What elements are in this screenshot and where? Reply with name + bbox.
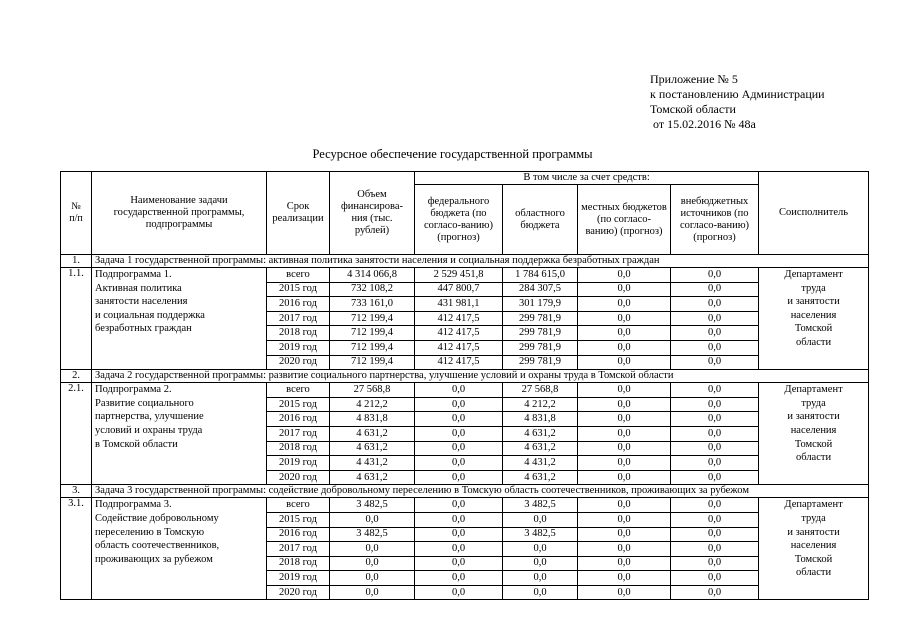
federal-cell: 2 529 451,8 [415,268,503,283]
term-cell: 2017 год [267,311,330,326]
volume-cell: 0,0 [330,512,415,527]
volume-cell: 712 199,4 [330,340,415,355]
federal-cell: 412 417,5 [415,340,503,355]
term-cell: 2019 год [267,340,330,355]
extra-cell: 0,0 [671,498,759,513]
appendix-header [650,72,825,132]
term-cell: 2015 год [267,282,330,297]
local-cell: 0,0 [578,326,671,341]
volume-cell: 0,0 [330,571,415,586]
volume-cell: 4 631,2 [330,470,415,485]
federal-cell: 0,0 [415,412,503,427]
term-cell: всего [267,383,330,398]
local-cell: 0,0 [578,556,671,571]
table-header [61,172,869,255]
federal-cell: 0,0 [415,470,503,485]
task-row [61,370,869,383]
local-cell: 0,0 [578,456,671,471]
regional-cell: 4 631,2 [503,441,578,456]
local-cell: 0,0 [578,397,671,412]
local-cell: 0,0 [578,498,671,513]
extra-cell: 0,0 [671,268,759,283]
local-cell: 0,0 [578,585,671,600]
term-cell: 2018 год [267,556,330,571]
document-title: Ресурсное обеспечение государственной программы [312,147,593,161]
extra-cell: 0,0 [671,441,759,456]
extra-cell: 0,0 [671,355,759,370]
federal-cell: 0,0 [415,571,503,586]
resource-table [60,171,869,600]
term-cell: 2016 год [267,527,330,542]
federal-cell: 0,0 [415,527,503,542]
extra-cell: 0,0 [671,426,759,441]
col-volume-header: Объем финансирова-ния (тыс. рублей) [330,172,415,255]
local-cell: 0,0 [578,441,671,456]
volume-cell: 712 199,4 [330,311,415,326]
volume-cell: 4 212,2 [330,397,415,412]
regional-cell: 301 179,9 [503,297,578,312]
extra-cell: 0,0 [671,282,759,297]
col-num-header: № п/п [61,172,92,255]
regional-cell: 27 568,8 [503,383,578,398]
term-cell: 2019 год [267,456,330,471]
local-cell: 0,0 [578,412,671,427]
extra-cell: 0,0 [671,412,759,427]
task-number: 1. [61,255,92,268]
federal-cell: 0,0 [415,556,503,571]
col-name-header: Наименование задачи государственной программы, подпрограммы [92,172,267,255]
extra-cell: 0,0 [671,571,759,586]
federal-cell: 0,0 [415,512,503,527]
local-cell: 0,0 [578,470,671,485]
table-row [61,383,869,398]
volume-cell: 27 568,8 [330,383,415,398]
table-row [61,268,869,283]
task-text: Задача 2 государственной программы: развитие социального партнерства, улучшение условий и охраны труда в Томской области [92,370,869,383]
col-extra-header: внебюджетных источников (по согласо-ванию) (прогноз) [671,185,759,255]
regional-cell: 4 631,2 [503,426,578,441]
term-cell: 2016 год [267,412,330,427]
task-text: Задача 1 государственной программы: активная политика занятости населения и социальная поддержка безработных граждан [92,255,869,268]
appendix-line-4: от 15.02.2016 № 48а [650,117,756,131]
extra-cell: 0,0 [671,311,759,326]
local-cell: 0,0 [578,268,671,283]
subprogram-name: Подпрограмма 1. Активная политика занятости населения и социальная поддержка безработных граждан [92,268,267,370]
col-regional-header: областного бюджета [503,185,578,255]
regional-cell: 4 831,8 [503,412,578,427]
term-cell: 2015 год [267,512,330,527]
volume-cell: 4 631,2 [330,441,415,456]
subprogram-number: 2.1. [61,383,92,485]
extra-cell: 0,0 [671,397,759,412]
volume-cell: 3 482,5 [330,527,415,542]
regional-cell: 4 212,2 [503,397,578,412]
volume-cell: 733 161,0 [330,297,415,312]
subprogram-number: 1.1. [61,268,92,370]
table-row [61,498,869,513]
volume-cell: 712 199,4 [330,326,415,341]
term-cell: 2018 год [267,441,330,456]
term-cell: 2015 год [267,397,330,412]
extra-cell: 0,0 [671,542,759,557]
appendix-line-2: к постановлению Администрации [650,87,825,101]
regional-cell: 4 431,2 [503,456,578,471]
regional-cell: 299 781,9 [503,340,578,355]
col-coexec-header: Соисполнитель [759,172,869,255]
coexecutor-cell: Департамент труда и занятости населения Томской области [759,498,869,600]
coexecutor-cell: Департамент труда и занятости населения Томской области [759,268,869,370]
term-cell: 2016 год [267,297,330,312]
volume-cell: 0,0 [330,556,415,571]
regional-cell: 3 482,5 [503,498,578,513]
extra-cell: 0,0 [671,297,759,312]
volume-cell: 0,0 [330,585,415,600]
appendix-line-3: Томской области [650,102,736,116]
federal-cell: 0,0 [415,397,503,412]
task-number: 3. [61,485,92,498]
extra-cell: 0,0 [671,456,759,471]
subprogram-number: 3.1. [61,498,92,600]
task-number: 2. [61,370,92,383]
volume-cell: 4 631,2 [330,426,415,441]
federal-cell: 412 417,5 [415,355,503,370]
volume-cell: 0,0 [330,542,415,557]
task-text: Задача 3 государственной программы: содействие добровольному переселению в Томскую область соотечественников, проживающих за рубежом [92,485,869,498]
local-cell: 0,0 [578,542,671,557]
subprogram-name: Подпрограмма 3. Содействие добровольному переселению в Томскую область соотечественников, проживающих за рубежом [92,498,267,600]
federal-cell: 0,0 [415,426,503,441]
regional-cell: 0,0 [503,585,578,600]
extra-cell: 0,0 [671,326,759,341]
term-cell: 2020 год [267,355,330,370]
col-local-header: местных бюджетов (по согласо-ванию) (прогноз) [578,185,671,255]
federal-cell: 0,0 [415,456,503,471]
federal-cell: 0,0 [415,383,503,398]
extra-cell: 0,0 [671,527,759,542]
federal-cell: 412 417,5 [415,326,503,341]
regional-cell: 284 307,5 [503,282,578,297]
task-row [61,485,869,498]
local-cell: 0,0 [578,311,671,326]
term-cell: 2020 год [267,585,330,600]
federal-cell: 0,0 [415,498,503,513]
regional-cell: 299 781,9 [503,355,578,370]
extra-cell: 0,0 [671,340,759,355]
local-cell: 0,0 [578,512,671,527]
local-cell: 0,0 [578,571,671,586]
federal-cell: 0,0 [415,542,503,557]
federal-cell: 0,0 [415,441,503,456]
local-cell: 0,0 [578,340,671,355]
col-federal-header: федерального бюджета (по согласо-ванию) (прогноз) [415,185,503,255]
term-cell: всего [267,268,330,283]
regional-cell: 0,0 [503,571,578,586]
local-cell: 0,0 [578,527,671,542]
extra-cell: 0,0 [671,585,759,600]
volume-cell: 4 831,8 [330,412,415,427]
extra-cell: 0,0 [671,470,759,485]
volume-cell: 4 431,2 [330,456,415,471]
coexecutor-cell: Департамент труда и занятости населения Томской области [759,383,869,485]
federal-cell: 447 800,7 [415,282,503,297]
extra-cell: 0,0 [671,383,759,398]
federal-cell: 431 981,1 [415,297,503,312]
subprogram-name: Подпрограмма 2. Развитие социального партнерства, улучшение условий и охраны труда в Томской области [92,383,267,485]
volume-cell: 732 108,2 [330,282,415,297]
volume-cell: 4 314 066,8 [330,268,415,283]
term-cell: 2020 год [267,470,330,485]
term-cell: 2018 год [267,326,330,341]
regional-cell: 0,0 [503,512,578,527]
extra-cell: 0,0 [671,512,759,527]
volume-cell: 3 482,5 [330,498,415,513]
col-incl-header: В том числе за счет средств: [415,172,759,185]
appendix-line-1: Приложение № 5 [650,72,738,86]
local-cell: 0,0 [578,383,671,398]
volume-cell: 712 199,4 [330,355,415,370]
regional-cell: 0,0 [503,542,578,557]
local-cell: 0,0 [578,297,671,312]
regional-cell: 4 631,2 [503,470,578,485]
local-cell: 0,0 [578,282,671,297]
extra-cell: 0,0 [671,556,759,571]
regional-cell: 299 781,9 [503,326,578,341]
table-body [61,255,869,600]
term-cell: 2017 год [267,426,330,441]
federal-cell: 412 417,5 [415,311,503,326]
term-cell: 2019 год [267,571,330,586]
term-cell: всего [267,498,330,513]
task-row [61,255,869,268]
term-cell: 2017 год [267,542,330,557]
col-term-header: Срок реализации [267,172,330,255]
regional-cell: 299 781,9 [503,311,578,326]
local-cell: 0,0 [578,426,671,441]
regional-cell: 1 784 615,0 [503,268,578,283]
local-cell: 0,0 [578,355,671,370]
regional-cell: 0,0 [503,556,578,571]
regional-cell: 3 482,5 [503,527,578,542]
federal-cell: 0,0 [415,585,503,600]
